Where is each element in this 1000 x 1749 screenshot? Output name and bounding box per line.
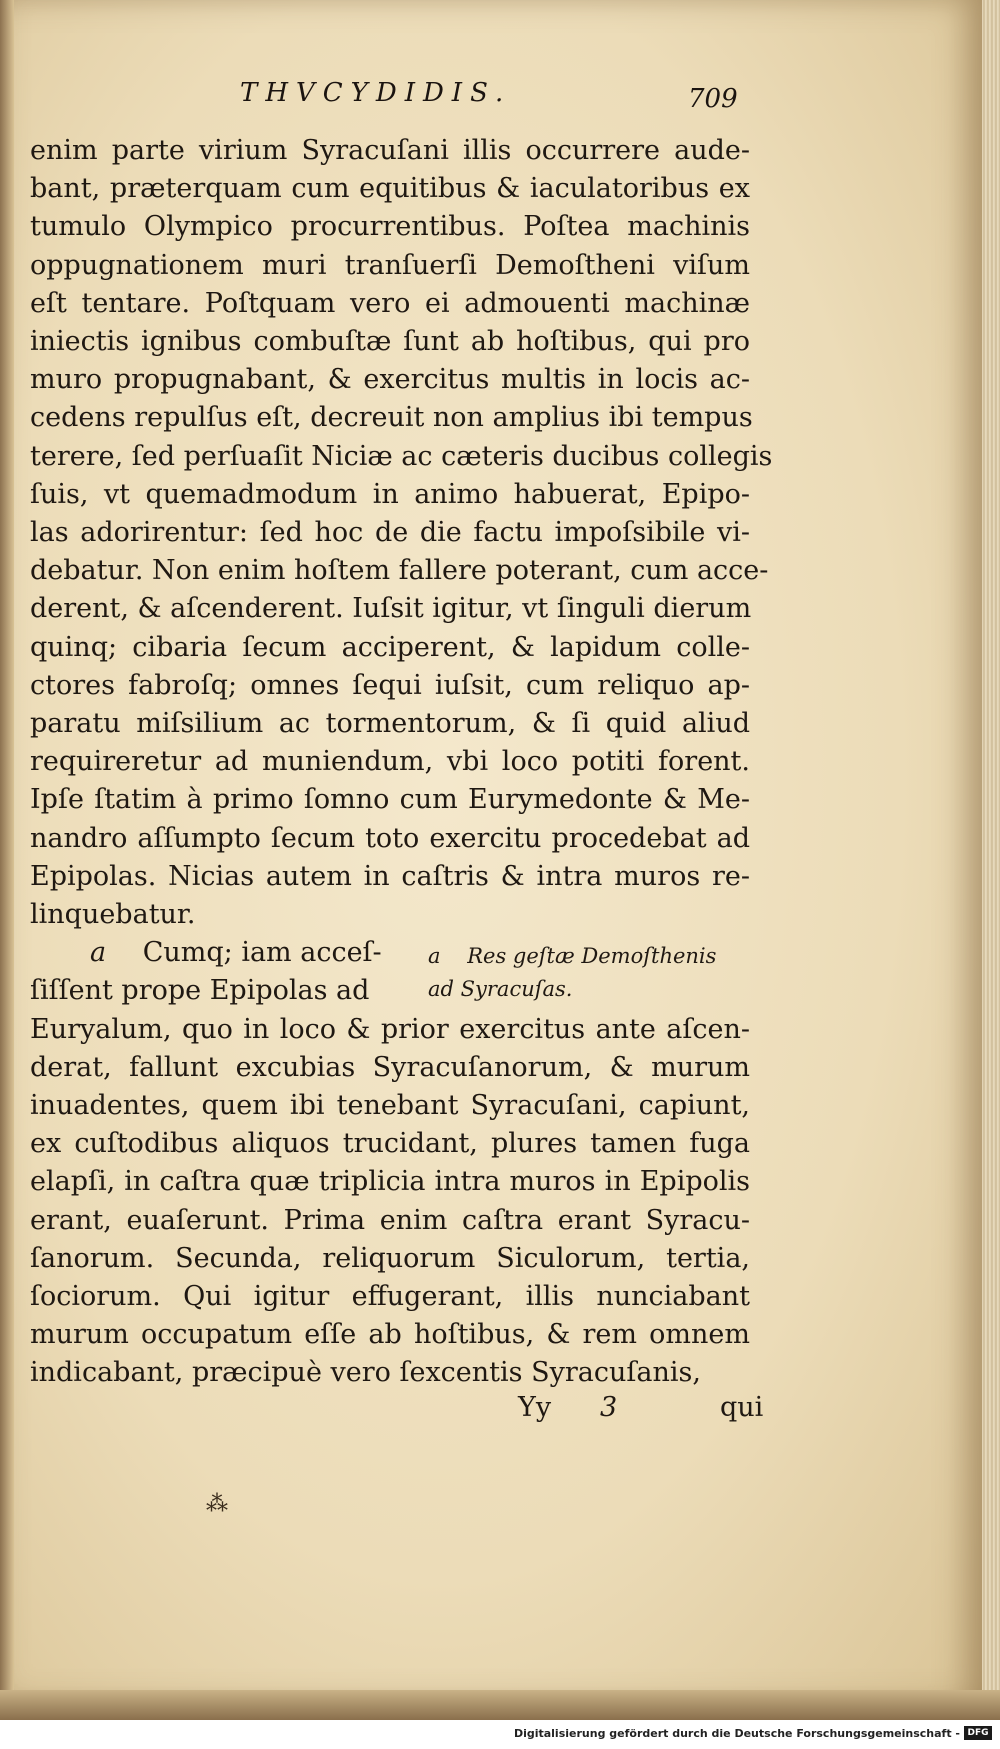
text-line: derent, & aſcenderent. Iuſsit igitur, vt ſinguli dierum <box>30 593 752 625</box>
text-line: bant, præterquam cum equitibus & iaculatoribus ex <box>30 173 750 205</box>
text-line: requireretur ad muniendum, vbi loco potiti forent. <box>30 746 750 778</box>
text-line: Euryalum, quo in loco & prior exercitus ante aſcen- <box>30 1013 750 1045</box>
text-line: oppugnationem muri tranſuerſi Demoſtheni viſum <box>30 249 750 281</box>
text-line: erant, euaſerunt. Prima enim caſtra erant Syracu- <box>30 1204 750 1236</box>
text-line: inuadentes, quem ibi tenebant Syracuſani, capiunt, <box>30 1090 750 1122</box>
page-number: 709 <box>688 84 738 114</box>
text-line: derat, fallunt excubias Syracuſanorum, & murum <box>30 1051 750 1083</box>
text-line: ctores fabroſq; omnes ſequi iuſsit, cum reliquo ap- <box>30 669 750 701</box>
text-line: ſuis, vt quemadmodum in animo habuerat, Epipo- <box>30 478 750 510</box>
text-line: nandro aſſumpto ſecum toto exercitu procedebat ad <box>30 822 750 854</box>
dfg-logo: DFG <box>964 1726 992 1740</box>
signature-number: 3 <box>600 1392 618 1423</box>
footer-credit: Digitalisierung gefördert durch die Deutsche Forschungsgemeinschaft - <box>513 1727 960 1740</box>
text-line: cedens repulſus eſt, decreuit non amplius ibi tempus <box>30 402 753 434</box>
main-text-block <box>30 132 773 1393</box>
text-line: Ipſe ſtatim à primo ſomno cum Eurymedonte & Me- <box>30 784 750 816</box>
text-line: tumulo Olympico procurrentibus. Poſtea machinis <box>30 211 750 243</box>
page-bottom-edge <box>0 1690 1000 1720</box>
ornament-mark: ⁂ <box>206 1492 228 1517</box>
text-line: las adorirentur: ſed hoc de die factu impoſsibile vi- <box>30 517 750 549</box>
text-line: muro propugnabant, & exercitus multis in locis ac- <box>30 364 750 396</box>
text-line: linquebatur. <box>30 899 196 931</box>
text-line: quinq; cibaria ſecum acciperent, & lapidum colle- <box>30 631 750 663</box>
running-title: THVCYDIDIS. <box>240 78 512 108</box>
signature-line <box>30 1392 764 1432</box>
text-line: ſociorum. Qui igitur effugerant, illis nunciabant <box>30 1281 750 1313</box>
text-line: debatur. Non enim hoſtem fallere poterant, cum acce- <box>30 555 769 587</box>
text-line: eſt tentare. Poſtquam vero ei admouenti machinæ <box>30 287 750 319</box>
text-line: elapſi, in caſtra quæ triplicia intra muros in Epipolis <box>30 1166 750 1198</box>
catchword: qui <box>720 1392 764 1423</box>
text-line: iniectis ignibus combuſtæ ſunt ab hoſtibus, qui pro <box>30 326 750 358</box>
text-line: enim parte virium Syracuſani illis occurrere aude- <box>30 135 750 166</box>
note-marker: a <box>90 937 107 969</box>
text-line: murum occupatum eſſe ab hoſtibus, & rem omnem <box>30 1319 750 1351</box>
signature-mark: Yy <box>518 1392 552 1423</box>
marginal-line-1: Res geſtæ Demoſthenis <box>467 944 717 968</box>
text-line: indicabant, præcipuè vero ſexcentis Syracuſanis, <box>30 1357 701 1389</box>
page-left-edge <box>0 0 14 1720</box>
marginal-note <box>428 940 758 1006</box>
text-line: Epipolas. Nicias autem in caſtris & intra muros re- <box>30 860 750 892</box>
page-fore-edge <box>982 0 1000 1720</box>
text-line: ex cuſtodibus aliquos trucidant, plures tamen fuga <box>30 1128 750 1160</box>
text-line: terere, ſed perſuaſit Niciæ ac cæteris ducibus collegis <box>30 440 773 472</box>
marginal-marker: a <box>428 944 441 968</box>
text-line: ſiſſent prope Epipolas ad <box>30 975 370 1007</box>
text-paragraph-1 <box>30 132 773 934</box>
text-line: ſanorum. Secunda, reliquorum Siculorum, tertia, <box>30 1242 750 1274</box>
marginal-line-2: ad Syracuſas. <box>428 977 573 1001</box>
note-marker-text: Cumq; iam acceſ- <box>142 937 382 969</box>
text-paragraph-2 <box>30 1011 750 1393</box>
text-line: paratu miſsilium ac tormentorum, & ſi quid aliud <box>30 708 750 740</box>
